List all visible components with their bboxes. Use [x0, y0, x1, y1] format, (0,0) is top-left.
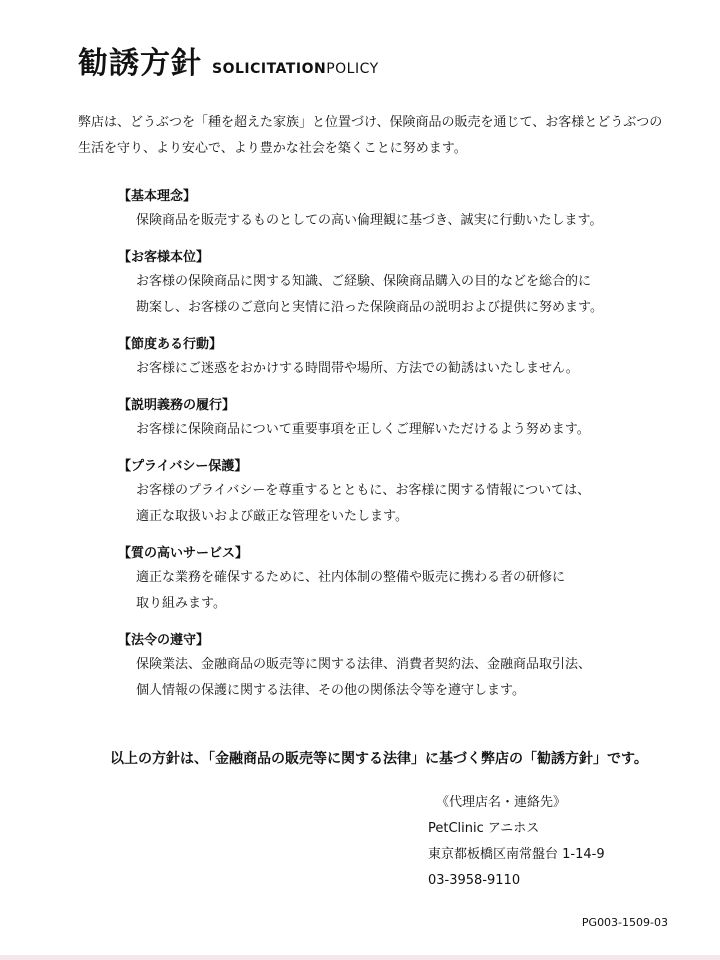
agency-phone: 03-3958-9110: [428, 873, 521, 888]
intro-paragraph: [78, 110, 678, 162]
title-main: 勧誘方針: [78, 46, 202, 81]
contact-block: [428, 790, 605, 894]
section-line: お客様に保険商品について重要事項を正しくご理解いただけるよう努めます。: [136, 422, 590, 437]
section-privacy: [118, 456, 662, 530]
section-heading: 【プライバシー保護】: [118, 459, 248, 474]
section-line: 保険業法、金融商品の販売等に関する法律、消費者契約法、金融商品取引法、: [136, 657, 592, 672]
title-subtitle: [212, 61, 379, 77]
section-explanation-duty: [118, 395, 662, 443]
section-heading: 【基本理念】: [118, 189, 197, 204]
agency-name: PetClinic アニホス: [428, 821, 540, 836]
section-line: お客様のプライバシーを尊重するとともに、お客様に関する情報については、: [136, 483, 591, 498]
section-line: 取り組みます。: [136, 596, 226, 611]
section-line: お客様にご迷惑をおかけする時間帯や場所、方法での勧誘はいたしません。: [136, 361, 579, 376]
contact-label: 《代理店名・連絡先》: [436, 795, 567, 810]
section-body: [122, 356, 662, 382]
section-body: [122, 652, 662, 704]
policy-sections: [118, 186, 662, 717]
section-moderate-conduct: [118, 334, 662, 382]
closing-statement: 以上の方針は、「金融商品の販売等に関する法律」に基づく弊店の「勧誘方針」です。: [110, 751, 648, 767]
section-body: [122, 208, 662, 234]
section-heading: 【質の高いサービス】: [118, 546, 249, 561]
section-line: 勘案し、お客様のご意向と実情に沿った保険商品の説明および提供に努めます。: [136, 300, 603, 315]
page-title: [78, 38, 379, 82]
section-line: 適正な業務を確保するために、社内体制の整備や販売に携わる者の研修に: [136, 570, 566, 585]
title-sub-bold: SOLICITATION: [212, 61, 327, 77]
section-body: [122, 478, 662, 530]
section-line: 個人情報の保護に関する法律、その他の関係法令等を遵守します。: [136, 683, 525, 698]
section-line: 保険商品を販売するものとしての高い倫理観に基づき、誠実に行動いたします。: [136, 213, 603, 228]
section-body: [122, 417, 662, 443]
section-heading: 【説明義務の履行】: [118, 398, 236, 413]
section-customer-first: [118, 247, 662, 321]
section-quality-service: [118, 543, 662, 617]
section-heading: 【お客様本位】: [118, 250, 210, 265]
section-heading: 【節度ある行動】: [118, 337, 223, 352]
bottom-divider: [0, 955, 720, 960]
section-compliance: [118, 630, 662, 704]
title-sub-rest: POLICY: [326, 61, 379, 77]
document-code: PG003-1509-03: [581, 916, 668, 929]
intro-line: 生活を守り、より安心で、より豊かな社会を築くことに努めます。: [78, 141, 467, 156]
intro-line: 弊店は、どうぶつを「種を超えた家族」と位置づけ、保険商品の販売を通じて、お客様とどうぶつの: [78, 115, 663, 130]
section-heading: 【法令の遵守】: [118, 633, 210, 648]
agency-address: 東京都板橋区南常盤台 1-14-9: [428, 847, 605, 862]
section-basic-philosophy: [118, 186, 662, 234]
section-body: [122, 269, 662, 321]
section-line: お客様の保険商品に関する知識、ご経験、保険商品購入の目的などを総合的に: [136, 274, 592, 289]
section-line: 適正な取扱いおよび厳正な管理をいたします。: [136, 509, 408, 524]
section-body: [122, 565, 662, 617]
